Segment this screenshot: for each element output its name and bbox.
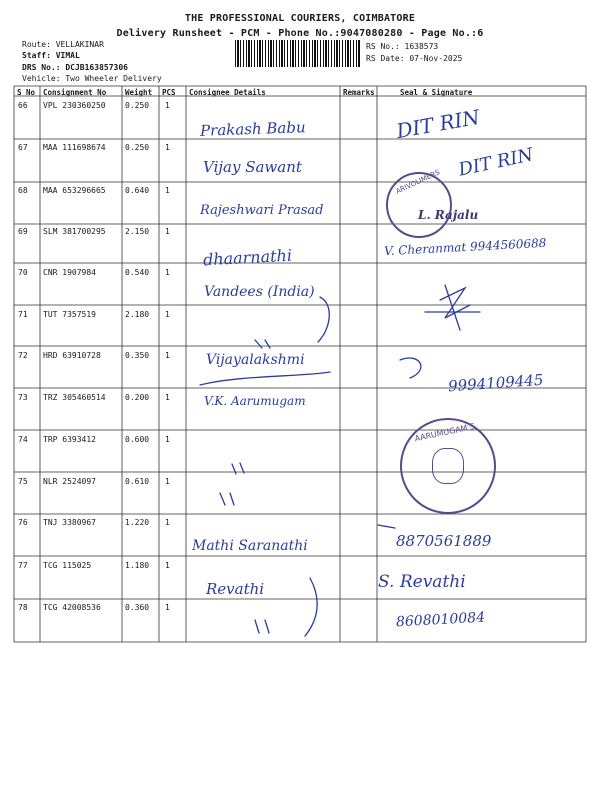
consignment-cell: TRZ 305460514: [43, 393, 106, 402]
runsheet-title: Delivery Runsheet - PCM - Phone No.:9047080280 - Page No.:6: [116, 28, 484, 39]
col-weight: Weight: [125, 88, 153, 97]
pcs-cell: 1: [165, 351, 170, 360]
consignment-cell: MAA 111698674: [43, 143, 106, 152]
weight-cell: 0.350: [125, 351, 150, 360]
weight-cell: 0.640: [125, 186, 150, 195]
sno-cell: 74: [18, 435, 28, 444]
rubber-stamp: [400, 418, 496, 514]
signature-handwriting: S. Revathi: [378, 572, 466, 592]
sno-cell: 77: [18, 561, 28, 570]
signature-handwriting: 8608010084: [395, 609, 486, 631]
consignment-cell: HRD 63910728: [43, 351, 101, 360]
consignment-cell: MAA 653296665: [43, 186, 106, 195]
pcs-cell: 1: [165, 310, 170, 319]
col-sno: S No: [17, 88, 36, 97]
sno-cell: 70: [18, 268, 28, 277]
stamp-text: AARUMUGAM S: [413, 421, 476, 444]
consignment-cell: VPL 230360250: [43, 101, 106, 110]
weight-cell: 1.180: [125, 561, 150, 570]
consignment-cell: NLR 2524097: [43, 477, 96, 486]
pcs-cell: 1: [165, 518, 170, 527]
pcs-cell: 1: [165, 435, 170, 444]
sno-cell: 71: [18, 310, 28, 319]
rs-no-label: RS No.: 1638573: [366, 42, 439, 51]
consignment-cell: TCG 42008536: [43, 603, 101, 612]
col-consignment: Consignment No: [43, 88, 107, 97]
consignment-cell: TRP 6393412: [43, 435, 96, 444]
col-remarks: Remarks: [343, 88, 375, 97]
weight-cell: 0.540: [125, 268, 150, 277]
rubber-stamp: [386, 168, 452, 238]
rs-date-label: RS Date: 07-Nov-2025: [366, 54, 463, 63]
consignment-cell: TNJ 3380967: [43, 518, 96, 527]
pcs-cell: 1: [165, 143, 170, 152]
consignment-cell: TUT 7357519: [43, 310, 96, 319]
consignment-cell: TCG 115025: [43, 561, 92, 570]
weight-cell: 0.610: [125, 477, 150, 486]
route-label: Route: VELLAKINAR: [22, 40, 104, 49]
weight-cell: 2.150: [125, 227, 150, 236]
drs-label: DRS No.: DCJB163857306: [22, 63, 128, 72]
staff-label: Staff: VIMAL: [22, 51, 80, 60]
sno-cell: 75: [18, 477, 28, 486]
pcs-cell: 1: [165, 227, 170, 236]
consignment-cell: CNR 1907984: [43, 268, 96, 277]
pcs-cell: 1: [165, 101, 170, 110]
consignee-handwriting: Rajeshwari Prasad: [200, 203, 324, 218]
pcs-cell: 1: [165, 477, 170, 486]
stamp-text: ARIVOLIMERS: [394, 168, 442, 196]
pcs-cell: 1: [165, 186, 170, 195]
consignee-handwriting: Prakash Babu: [199, 118, 306, 140]
consignment-cell: SLM 381700295: [43, 227, 106, 236]
sno-cell: 73: [18, 393, 28, 402]
weight-cell: 0.250: [125, 101, 150, 110]
weight-cell: 2.180: [125, 310, 150, 319]
consignee-handwriting: Vandees (India): [204, 284, 315, 300]
pcs-cell: 1: [165, 268, 170, 277]
barcode-image: [235, 40, 360, 67]
sno-cell: 68: [18, 186, 28, 195]
signature-handwriting: 9994109445: [447, 370, 544, 396]
pcs-cell: 1: [165, 393, 170, 402]
weight-cell: 0.250: [125, 143, 150, 152]
consignee-handwriting: Mathi Saranathi: [192, 538, 308, 554]
weight-cell: 1.220: [125, 518, 150, 527]
consignee-handwriting: V.K. Aarumugam: [204, 394, 306, 408]
sno-cell: 69: [18, 227, 28, 236]
signature-handwriting: DIT RIN: [456, 144, 536, 181]
sno-cell: 67: [18, 143, 28, 152]
signature-handwriting: 8870561889: [396, 532, 492, 550]
signature-handwriting: L. Rajalu: [418, 208, 479, 222]
sno-cell: 76: [18, 518, 28, 527]
signature-handwriting: V. Cheranmat 9944560688: [383, 235, 547, 259]
weight-cell: 0.360: [125, 603, 150, 612]
pcs-cell: 1: [165, 603, 170, 612]
consignee-handwriting: Vijayalakshmi: [206, 352, 305, 368]
col-pcs: PCS: [162, 88, 176, 97]
consignee-handwriting: Revathi: [206, 580, 265, 598]
company-title: THE PROFESSIONAL COURIERS, COIMBATORE: [184, 13, 416, 24]
weight-cell: 0.200: [125, 393, 150, 402]
sno-cell: 78: [18, 603, 28, 612]
consignee-handwriting: Vijay Sawant: [203, 158, 302, 176]
pcs-cell: 1: [165, 561, 170, 570]
weight-cell: 0.600: [125, 435, 150, 444]
sno-cell: 66: [18, 101, 28, 110]
vehicle-label: Vehicle: Two Wheeler Delivery: [22, 74, 162, 83]
stamp-emblem-icon: [432, 448, 464, 484]
col-consignee: Consignee Details: [189, 88, 266, 97]
consignee-handwriting: dhaarnathi: [202, 245, 293, 270]
signature-handwriting: DIT RIN: [394, 104, 482, 144]
sno-cell: 72: [18, 351, 28, 360]
col-seal: Seal & Signature: [400, 88, 473, 97]
